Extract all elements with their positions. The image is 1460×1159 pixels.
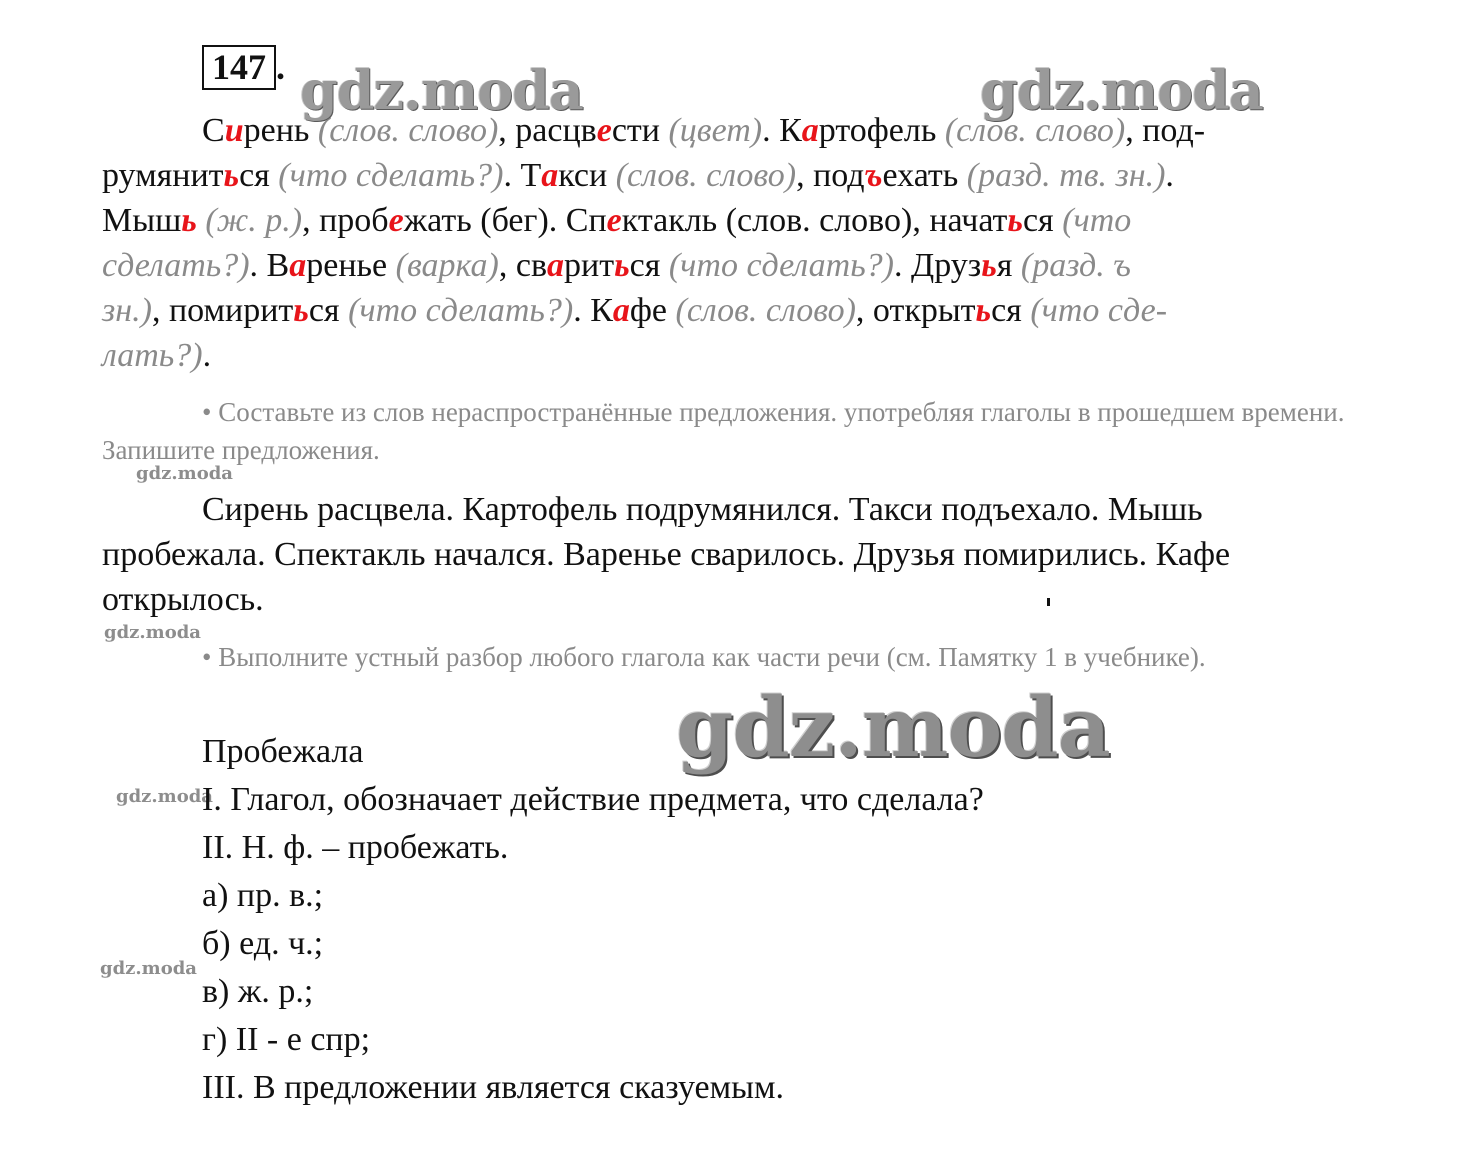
exercise-number-box: 147: [202, 45, 276, 90]
parse-line: III. В предложении является сказуемым.: [202, 1069, 784, 1106]
parse-line: г) II - е спр;: [202, 1021, 371, 1058]
task-instruction: [102, 393, 1352, 469]
watermark-logo: gdz.moda: [116, 786, 213, 807]
parse-line: II. Н. ф. – пробежать.: [202, 829, 509, 866]
watermark-logo: gdz.moda: [300, 58, 583, 122]
text-line: сделать?). Варенье (варка), свариться (что сделать?). Друзья (разд. ъ: [102, 247, 1131, 284]
exercise-number: 147 .: [202, 45, 285, 90]
ink-mark: [1047, 598, 1050, 606]
parse-word: Пробежала: [202, 733, 364, 770]
watermark-logo: gdz.moda: [676, 680, 1110, 776]
watermark-logo: gdz.moda: [100, 958, 197, 979]
verb-parse: [202, 728, 984, 1112]
text-line: румяниться (что сделать?). Такси (слов. слово), подъехать (разд. тв. зн.).: [102, 157, 1174, 194]
answer-text: [102, 487, 1362, 622]
task-instruction: [102, 638, 1352, 676]
parse-line: в) ж. р.;: [202, 973, 314, 1010]
exercise-text: [102, 108, 1352, 378]
watermark-logo: gdz.moda: [136, 463, 233, 484]
watermark-logo: gdz.moda: [104, 622, 201, 643]
text-line: зн.), помириться (что сделать?). Кафе (слов. слово), открыться (что сде-: [102, 292, 1168, 329]
parse-line: а) пр. в.;: [202, 877, 324, 914]
task-text: • Выполните устный разбор любого глагола как части речи (см. Памятку 1 в учебнике).: [202, 642, 1206, 672]
parse-line: I. Глагол, обозначает действие предмета, что сделала?: [202, 781, 984, 818]
parse-line: б) ед. ч.;: [202, 925, 324, 962]
text-line: Мышь (ж. р.), пробежать (бег). Спектакль (слов. слово), начаться (что: [102, 202, 1132, 239]
task-text: • Составьте из слов нераспространённые предложения. употребляя глаголы в прошедшем времени. Запишите предложения.: [102, 397, 1345, 465]
text-line: лать?).: [102, 337, 212, 374]
watermark-logo: gdz.moda: [980, 58, 1263, 122]
text-line: Сирень (слов. слово), расцвести (цвет). Картофель (слов. слово), под-: [202, 112, 1206, 149]
answer-paragraph: Сирень расцвела. Картофель подрумянился. Такси подъехало. Мышь пробежала. Спектакль начался. Варенье сварилось. Друзья помирились. Кафе открылось.: [102, 491, 1231, 618]
